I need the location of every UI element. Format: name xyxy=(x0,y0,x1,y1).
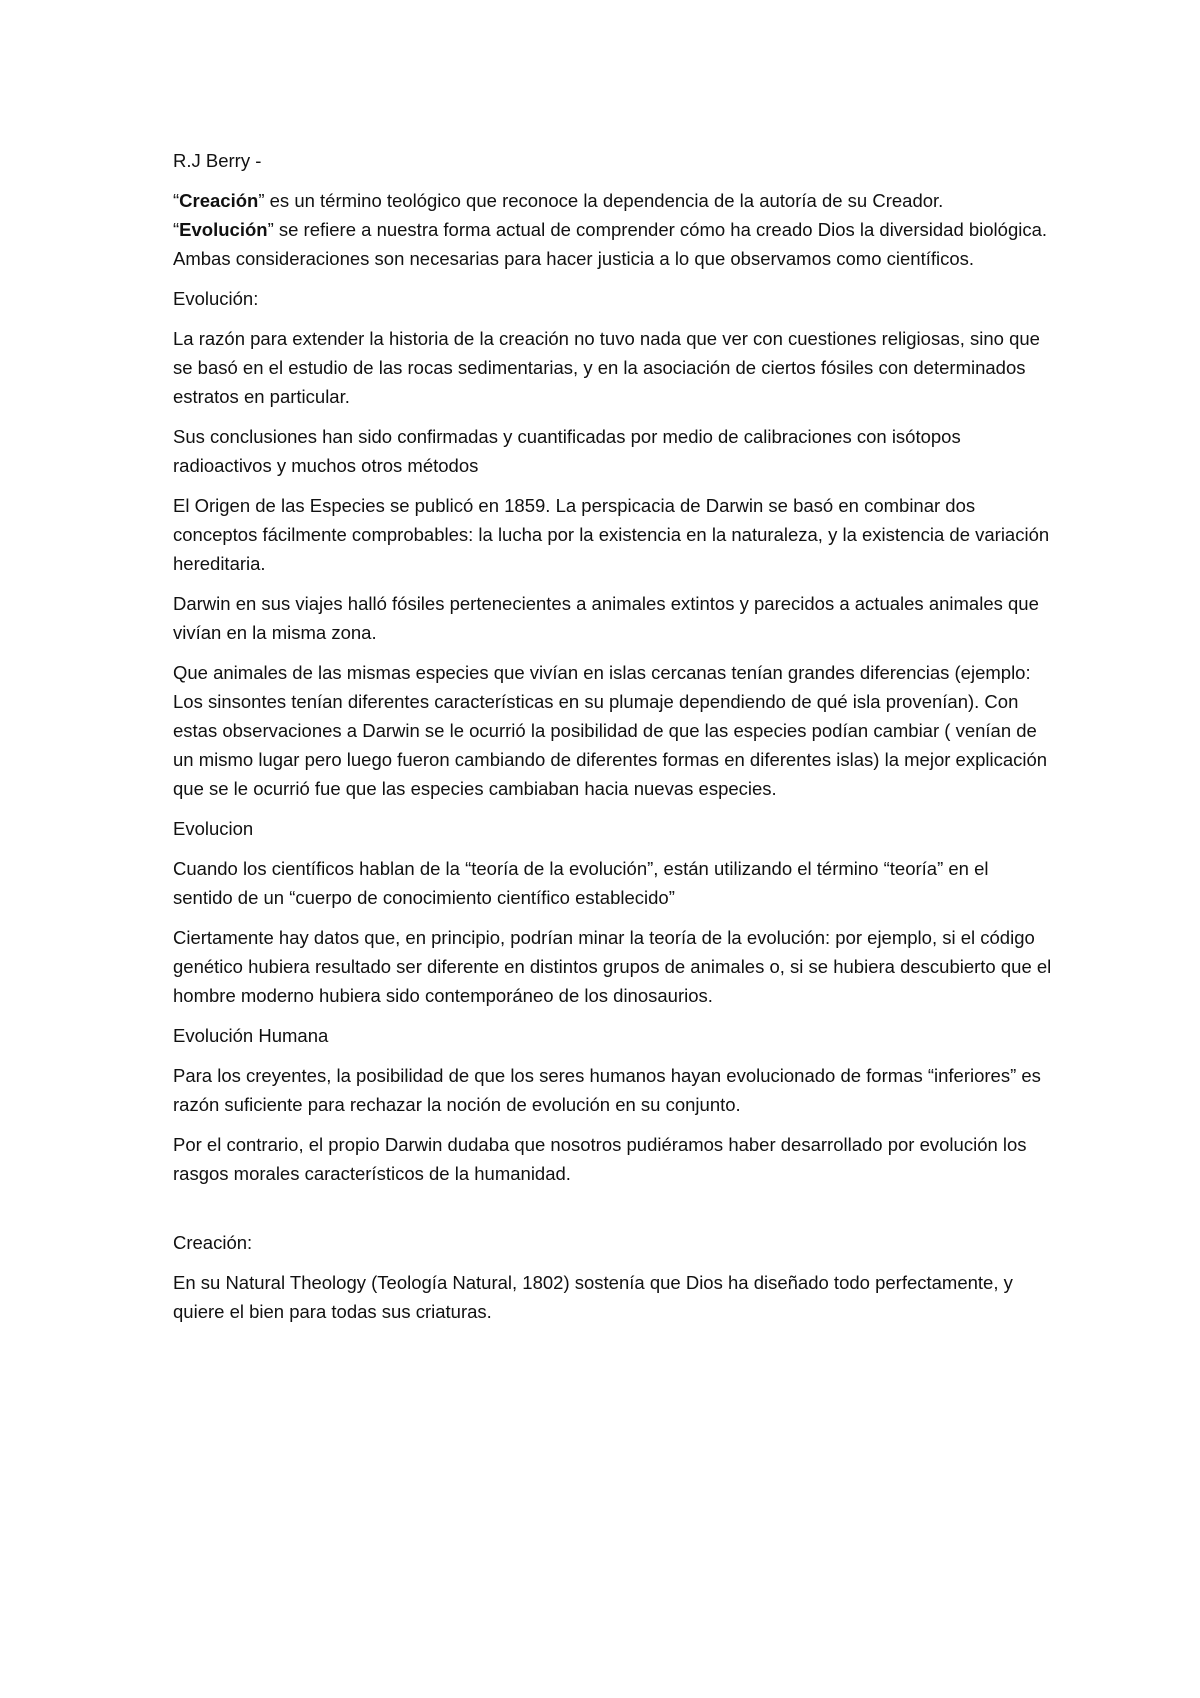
intro-text-1: ” es un término teológico que reconoce la dependencia de la autoría de su Creador. xyxy=(258,190,944,211)
open-quote: “ xyxy=(173,219,180,240)
paragraph-datos: Ciertamente hay datos que, en principio, podrían minar la teoría de la evolución: por ejemplo, si el código genético hubiera resultado ser diferente en distintos grupos de animales o, si se hubiera descubierto que el hombre moderno hubiera sido contemporáneo de los dinosaurios. xyxy=(173,927,1052,1006)
paragraph-contrario: Por el contrario, el propio Darwin dudaba que nosotros pudiéramos haber desarrollado por evolución los rasgos morales característicos de la humanidad. xyxy=(173,1134,1027,1184)
paragraph-teoria: Cuando los científicos hablan de la “teoría de la evolución”, están utilizando el término “teoría” en el sentido de un “cuerpo de conocimiento científico establecido” xyxy=(173,858,989,908)
paragraph-razon: La razón para extender la historia de la creación no tuvo nada que ver con cuestiones religiosas, sino que se basó en el estudio de las rocas sedimentarias, y en la asociación de ciertos fósiles con determinados estratos en particular. xyxy=(173,328,1040,407)
intro-text-2: ” se refiere a nuestra forma actual de comprender cómo ha creado Dios la diversidad biológica. Ambas consideraciones son necesarias para hacer justicia a lo que observamos como científicos. xyxy=(173,219,1048,269)
term-creacion: Creación xyxy=(179,190,259,211)
intro-paragraph xyxy=(173,186,1053,273)
paragraph-creyentes: Para los creyentes, la posibilidad de que los seres humanos hayan evolucionado de formas “inferiores” es razón suficiente para rechazar la noción de evolución en su conjunto. xyxy=(173,1065,1041,1115)
section-heading-creacion: Creación: xyxy=(173,1232,253,1253)
open-quote: “ xyxy=(173,190,180,211)
paragraph-islas: Que animales de las mismas especies que vivían en islas cercanas tenían grandes diferencias (ejemplo: Los sinsontes tenían diferentes características en su plumaje dependiendo de qué isla provenían). Con estas observaciones a Darwin se le ocurrió la posibilidad de que las especies podían cambiar ( venían de un mismo lugar pero luego fueron cambiando de diferentes formas en diferentes islas) la mejor explicación que se le ocurrió fue que las especies cambiaban hacia nuevas especies. xyxy=(173,662,1048,799)
term-evolucion: Evolución xyxy=(179,219,268,240)
document-body xyxy=(173,146,1053,1337)
paragraph-conclusiones: Sus conclusiones han sido confirmadas y cuantificadas por medio de calibraciones con isótopos radioactivos y muchos otros métodos xyxy=(173,426,961,476)
section-heading-evolucion: Evolución: xyxy=(173,288,259,309)
blank-line xyxy=(173,1199,1053,1228)
paragraph-viajes: Darwin en sus viajes halló fósiles pertenecientes a animales extintos y parecidos a actuales animales que vivían en la misma zona. xyxy=(173,593,1039,643)
paragraph-origen: El Origen de las Especies se publicó en 1859. La perspicacia de Darwin se basó en combinar dos conceptos fácilmente comprobables: la lucha por la existencia en la naturaleza, y la existencia de variación hereditaria. xyxy=(173,495,1050,574)
section-heading-evolucion-2: Evolucion xyxy=(173,818,254,839)
paragraph-natural-theology: En su Natural Theology (Teología Natural, 1802) sostenía que Dios ha diseñado todo perfectamente, y quiere el bien para todas sus criaturas. xyxy=(173,1272,1013,1322)
author-line: R.J Berry - xyxy=(173,150,262,171)
section-heading-evolucion-humana: Evolución Humana xyxy=(173,1025,329,1046)
